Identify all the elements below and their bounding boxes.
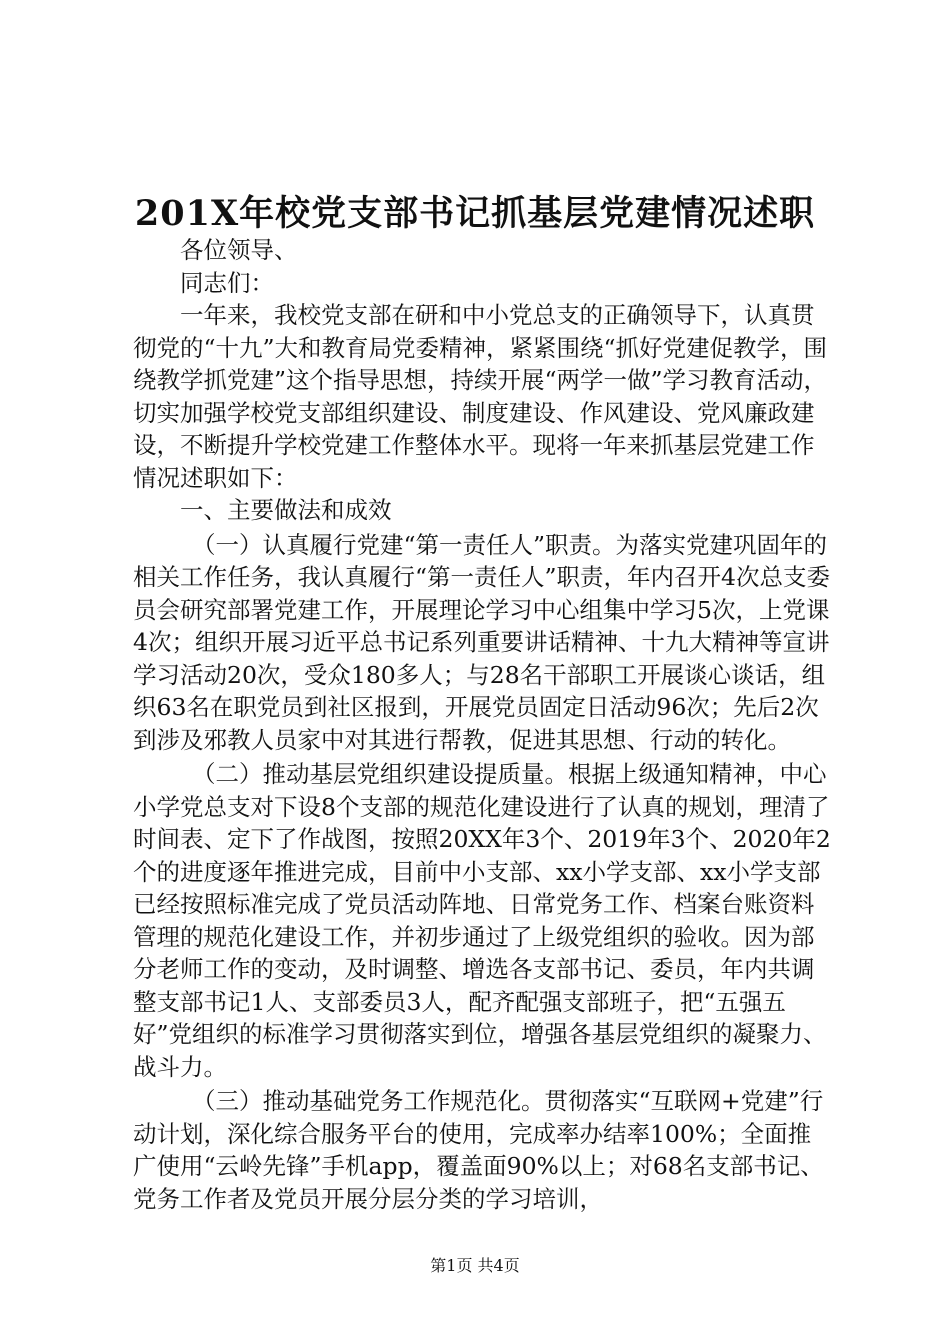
document-title: 201X年校党支部书记抓基层党建情况述职 — [134, 193, 816, 234]
paragraph-standardization: （三）推动基础党务工作规范化。贯彻落实“互联网+党建”行动计划，深化综合服务平台的使用，完成率办结率100%；全面推广使用“云岭先锋”手机app，覆盖面90%以上；对68名支部书记、党务工作者及党员开展分层分类的学习培训， — [133, 1087, 824, 1213]
paragraph-organization: （二）推动基层党组织建设提质量。根据上级通知精神，中心小学党总支对下设8个支部的规范化建设进行了认真的规划，理清了时间表、定下了作战图，按照20XX年3个、2019年3个、2020年2个的进度逐年推进完成，目前中小支部、xx小学支部、xx小学支部已经按照标准完成了党员活动阵地、日常党务工作、档案台账资料管理的规范化建设工作，并初步通过了上级党组织的验收。因为部分老师工作的变动，及时调整、增选各支部书记、委员，年内共调整支部书记1人、支部委员3人，配齐配强支部班子，把“五强五好”党组织的标准学习贯彻落实到位，增强各基层党组织的凝聚力、战斗力。 — [133, 760, 831, 1081]
section-heading: 一、主要做法和成效 — [180, 496, 392, 524]
document-body — [133, 234, 833, 1215]
page-footer: 第1页 共4页 — [430, 1256, 520, 1275]
intro-paragraph: 一年来，我校党支部在研和中小党总支的正确领导下，认真贯彻党的“十九”大和教育局党委精神，紧紧围绕“抓好党建促教学，围绕教学抓党建”这个指导思想，持续开展“两学一做”学习教育活动，切实加强学校党支部组织建设、制度建设、作风建设、党风廉政建设，不断提升学校党建工作整体水平。现将一年来抓基层党建工作情况述职如下： — [133, 301, 828, 492]
salutation-leaders: 各位领导、 — [180, 236, 298, 264]
paragraph-duty: （一）认真履行党建“第一责任人”职责。为落实党建巩固年的相关工作任务，我认真履行“第一责任人”职责，年内召开4次总支委员会研究部署党建工作，开展理论学习中心组集中学习5次，上党课4次；组织开展习近平总书记系列重要讲话精神、十九大精神等宣讲学习活动20次，受众180多人；与28名干部职工开展谈心谈话，组织63名在职党员到社区报到，开展党员固定日活动96次；先后2次到涉及邪教人员家中对其进行帮教，促进其思想、行动的转化。 — [133, 530, 830, 754]
salutation-comrades: 同志们： — [180, 268, 274, 297]
